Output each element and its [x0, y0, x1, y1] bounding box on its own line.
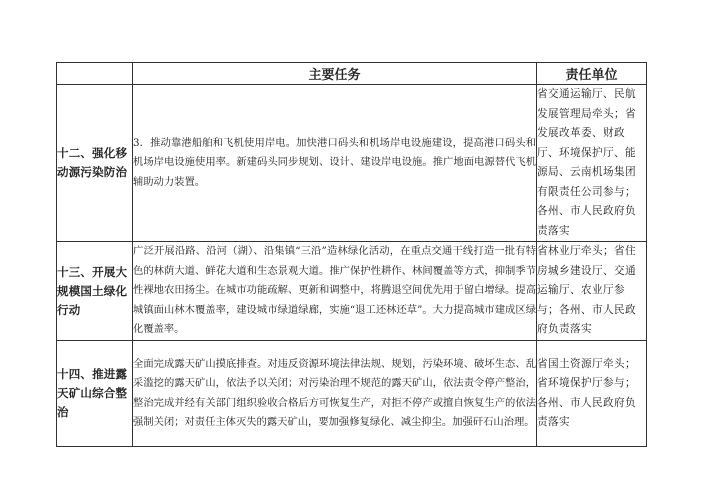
task-responsibility-table: [56, 62, 647, 447]
task-cell: 广泛开展沿路、沿河（湖）、沿集镇“三沿”造林绿化活动，在重点交通干线打造一批有特色的林荫大道、鲜花大道和生态景观大道。推广保护性耕作、林间覆盖等方式，抑制季节性裸地农田扬尘。在城市功能疏解、更新和调整中，将腾退空间优先用于留白增绿。提高城镇面山林木覆盖率，建设城市绿道绿廊，实施“退工还林还草”。大力提高城市建成区绿化覆盖率。: [133, 242, 537, 341]
responsible-cell: 省交通运输厅、民航发展管理局牵头；省发展改革委、财政厅、环境保护厅、能源局、云南机场集团有限责任公司参与；各州、市人民政府负责落实: [537, 85, 647, 242]
header-responsible-units: 责任单位: [537, 63, 647, 85]
category-cell: 十四、推进露天矿山综合整治: [57, 341, 133, 447]
responsible-cell: 省林业厅牵头；省住房城乡建设厅、交通运输厅、农业厅参与；各州、市人民政府负责落实: [537, 242, 647, 341]
category-cell: 十三、开展大规模国土绿化行动: [57, 242, 133, 341]
table-header-row: [57, 63, 647, 85]
table-row: [57, 85, 647, 242]
table-row: [57, 242, 647, 341]
header-category-cell: [57, 63, 133, 85]
task-cell: 3．推动靠港船舶和飞机使用岸电。加快港口码头和机场岸电设施建设，提高港口码头和机场岸电设施使用率。新建码头同步规划、设计、建设岸电设施。推广地面电源替代飞机辅助动力装置。: [133, 85, 537, 242]
task-cell: 全面完成露天矿山摸底排查。对违反资源环境法律法规、规划，污染环境、破坏生态、乱采滥挖的露天矿山，依法予以关闭；对污染治理不规范的露天矿山，依法责令停产整治，整治完成并经有关部门组织验收合格后方可恢复生产，对拒不停产或擅自恢复生产的依法强制关闭；对责任主体灭失的露天矿山，要加强修复绿化、减尘抑尘。加强矸石山治理。: [133, 341, 537, 447]
responsible-cell: 省国土资源厅牵头；省环境保护厅参与；各州、市人民政府负责落实: [537, 341, 647, 447]
header-main-tasks: 主要任务: [133, 63, 537, 85]
table-row: [57, 341, 647, 447]
category-cell: 十二、强化移动源污染防治: [57, 85, 133, 242]
